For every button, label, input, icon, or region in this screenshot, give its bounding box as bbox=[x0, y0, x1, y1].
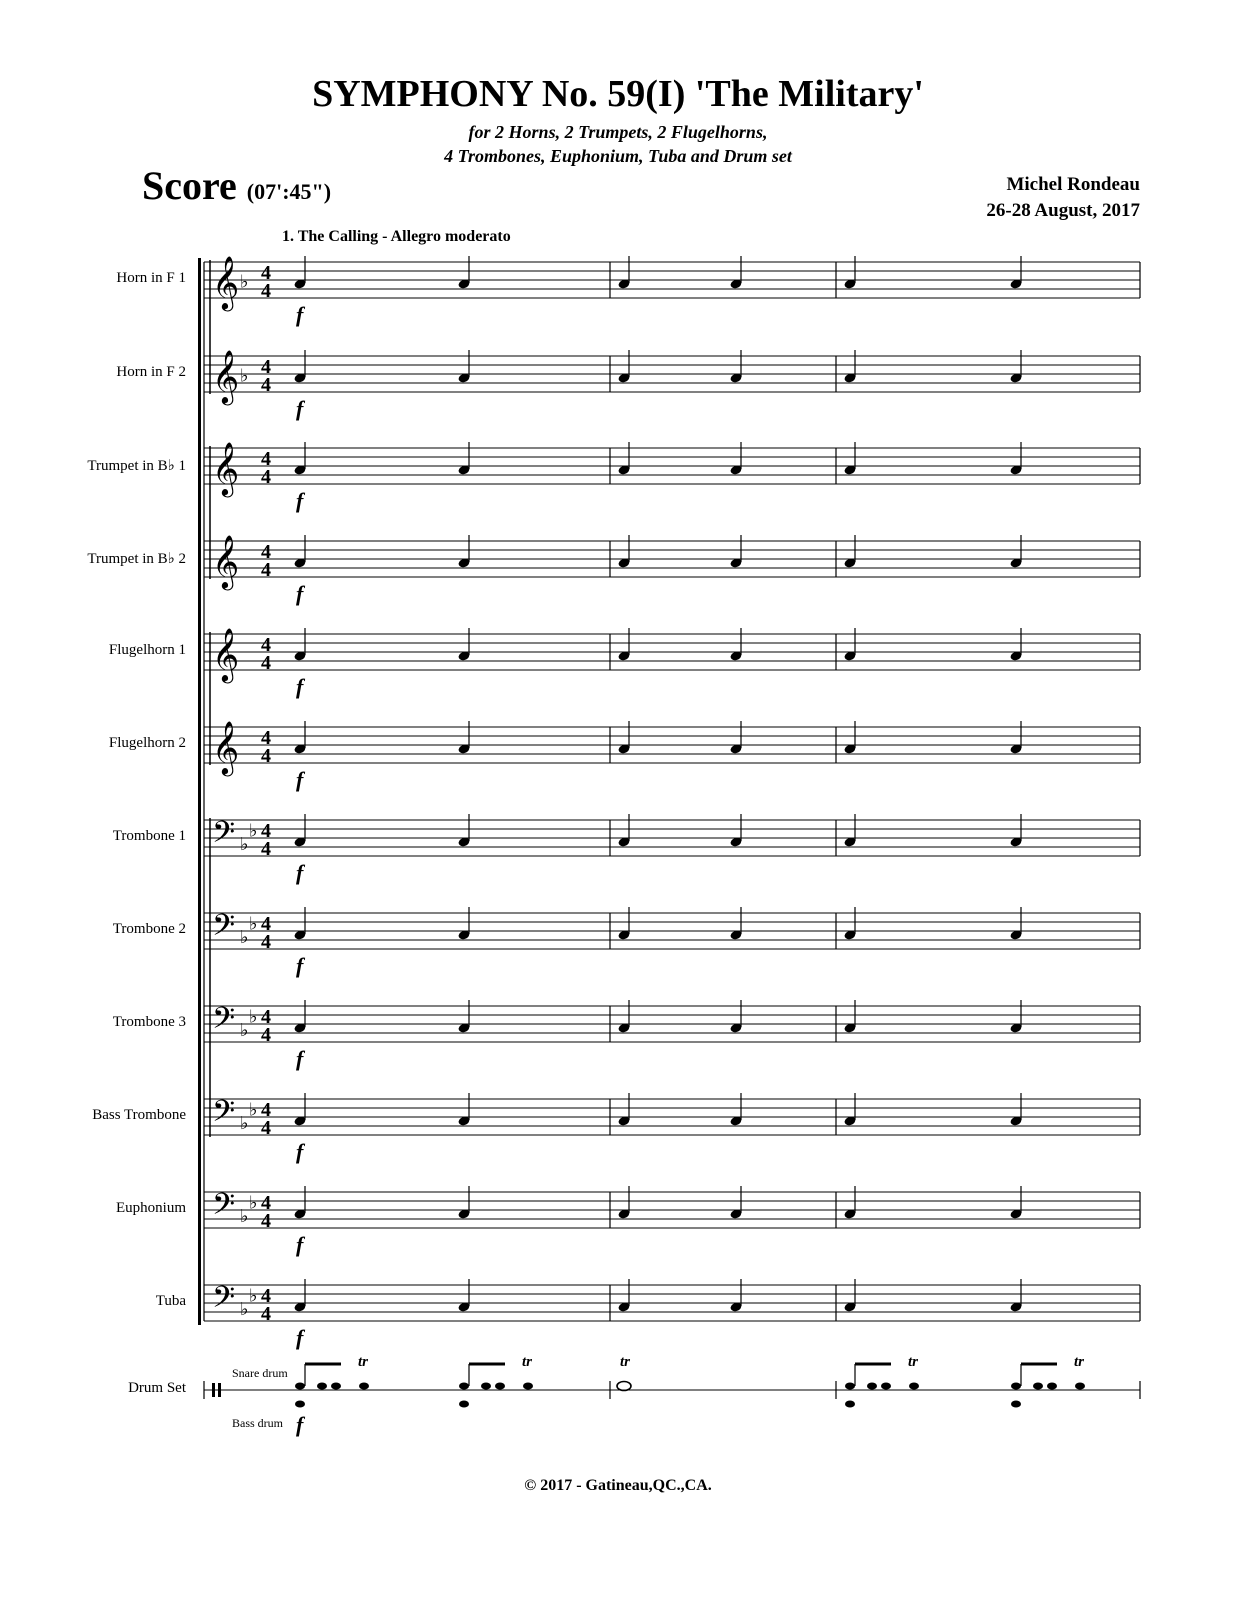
flat-sign: ♭ bbox=[240, 927, 249, 948]
flat-sign: ♭ bbox=[249, 1285, 258, 1307]
treble-clef: 𝄞 bbox=[212, 720, 240, 774]
bass-drum-notehead bbox=[845, 1401, 855, 1408]
treble-clef: 𝄞 bbox=[212, 627, 240, 681]
trill-mark: tr bbox=[358, 1354, 369, 1370]
time-signature-bottom: 4 bbox=[261, 1210, 271, 1232]
flat-sign: ♭ bbox=[240, 271, 249, 293]
instrument-label: Bass Trombone bbox=[92, 1107, 186, 1123]
snare-notehead bbox=[481, 1383, 491, 1390]
score-title: SYMPHONY No. 59(I) 'The Military' bbox=[312, 73, 924, 115]
dynamic-marking: f bbox=[296, 396, 304, 421]
drum-whole-note bbox=[617, 1382, 631, 1391]
dynamic-marking: f bbox=[296, 860, 304, 885]
flat-sign: ♭ bbox=[240, 365, 249, 387]
duration: (07':45") bbox=[246, 179, 332, 204]
dynamic-marking: f bbox=[296, 674, 304, 699]
flat-sign: ♭ bbox=[240, 1299, 249, 1320]
instrument-label: Flugelhorn 2 bbox=[108, 735, 186, 751]
dynamic-marking: f bbox=[296, 581, 304, 606]
flat-sign: ♭ bbox=[240, 1113, 249, 1134]
bass-clef: 𝄢 bbox=[212, 1002, 236, 1043]
instrument-label: Trumpet in B♭ 1 bbox=[87, 458, 186, 474]
instrument-label: Trumpet in B♭ 2 bbox=[87, 551, 186, 567]
time-signature-bottom: 4 bbox=[261, 1117, 271, 1139]
instrument-label: Horn in F 2 bbox=[116, 364, 186, 380]
dynamic-marking: f bbox=[296, 953, 304, 978]
subtitle-line-2: 4 Trombones, Euphonium, Tuba and Drum set bbox=[444, 146, 792, 166]
snare-notehead bbox=[1047, 1383, 1057, 1390]
trill-mark: tr bbox=[620, 1354, 631, 1370]
composer-name: Michel Rondeau bbox=[1006, 174, 1140, 195]
instrument-label: Flugelhorn 1 bbox=[108, 642, 186, 658]
dynamic-marking: f bbox=[296, 1412, 304, 1437]
flat-sign: ♭ bbox=[249, 1006, 258, 1028]
snare-notehead bbox=[881, 1383, 891, 1390]
instrument-label: Drum Set bbox=[128, 1380, 186, 1396]
dynamic-marking: f bbox=[296, 302, 304, 327]
snare-notehead bbox=[331, 1383, 341, 1390]
trill-mark: tr bbox=[908, 1354, 919, 1370]
instrument-label: Tuba bbox=[155, 1293, 186, 1309]
snare-notehead bbox=[495, 1383, 505, 1390]
snare-drum-label: Snare drum bbox=[232, 1366, 288, 1380]
bass-drum-notehead bbox=[459, 1401, 469, 1408]
subtitle-line-1: for 2 Horns, 2 Trumpets, 2 Flugelhorns, bbox=[468, 122, 768, 142]
time-signature-top: 4 bbox=[261, 262, 271, 284]
dynamic-marking: f bbox=[296, 1232, 304, 1257]
snare-notehead bbox=[909, 1383, 919, 1390]
percussion-clef bbox=[212, 1383, 215, 1397]
flat-sign: ♭ bbox=[249, 1099, 258, 1121]
flat-sign: ♭ bbox=[240, 834, 249, 855]
trill-mark: tr bbox=[522, 1354, 533, 1370]
system-bracket bbox=[198, 258, 201, 1325]
bass-clef: 𝄢 bbox=[212, 1188, 236, 1229]
bass-drum-notehead bbox=[1011, 1401, 1021, 1408]
time-signature-bottom: 4 bbox=[261, 745, 271, 767]
snare-notehead bbox=[845, 1383, 855, 1390]
bass-clef: 𝄢 bbox=[212, 909, 236, 950]
snare-notehead bbox=[317, 1383, 327, 1390]
percussion-clef bbox=[218, 1383, 221, 1397]
dynamic-marking: f bbox=[296, 1325, 304, 1350]
instrument-label: Trombone 2 bbox=[112, 921, 186, 937]
time-signature-bottom: 4 bbox=[261, 931, 271, 953]
time-signature-top: 4 bbox=[261, 820, 271, 842]
bass-drum-notehead bbox=[295, 1401, 305, 1408]
trill-mark: tr bbox=[1074, 1354, 1085, 1370]
snare-notehead bbox=[1033, 1383, 1043, 1390]
time-signature-bottom: 4 bbox=[261, 838, 271, 860]
dynamic-marking: f bbox=[296, 1139, 304, 1164]
flat-sign: ♭ bbox=[240, 1020, 249, 1041]
dynamic-marking: f bbox=[296, 767, 304, 792]
instrument-label: Euphonium bbox=[116, 1200, 186, 1216]
snare-notehead bbox=[359, 1383, 369, 1390]
time-signature-bottom: 4 bbox=[261, 1303, 271, 1325]
instrument-label: Trombone 1 bbox=[112, 828, 186, 844]
time-signature-bottom: 4 bbox=[261, 652, 271, 674]
time-signature-bottom: 4 bbox=[261, 466, 271, 488]
time-signature-top: 4 bbox=[261, 1099, 271, 1121]
flat-sign: ♭ bbox=[249, 913, 258, 935]
time-signature-top: 4 bbox=[261, 448, 271, 470]
flat-sign: ♭ bbox=[240, 1206, 249, 1227]
time-signature-top: 4 bbox=[261, 541, 271, 563]
treble-clef: 𝄞 bbox=[212, 349, 240, 403]
time-signature-bottom: 4 bbox=[261, 280, 271, 302]
flat-sign: ♭ bbox=[249, 1192, 258, 1214]
snare-notehead bbox=[1011, 1383, 1021, 1390]
score-word: Score bbox=[142, 163, 237, 208]
time-signature-top: 4 bbox=[261, 913, 271, 935]
tempo-marking: 1. The Calling - Allegro moderato bbox=[282, 228, 511, 245]
flat-sign: ♭ bbox=[249, 820, 258, 842]
time-signature-bottom: 4 bbox=[261, 1024, 271, 1046]
snare-notehead bbox=[459, 1383, 469, 1390]
time-signature-top: 4 bbox=[261, 1192, 271, 1214]
time-signature-top: 4 bbox=[261, 634, 271, 656]
treble-clef: 𝄞 bbox=[212, 255, 240, 309]
dynamic-marking: f bbox=[296, 488, 304, 513]
bass-clef: 𝄢 bbox=[212, 1281, 236, 1322]
time-signature-top: 4 bbox=[261, 727, 271, 749]
time-signature-bottom: 4 bbox=[261, 559, 271, 581]
snare-notehead bbox=[867, 1383, 877, 1390]
bass-clef: 𝄢 bbox=[212, 816, 236, 857]
snare-notehead bbox=[523, 1383, 533, 1390]
time-signature-bottom: 4 bbox=[261, 374, 271, 396]
time-signature-top: 4 bbox=[261, 1006, 271, 1028]
snare-notehead bbox=[295, 1383, 305, 1390]
snare-notehead bbox=[1075, 1383, 1085, 1390]
treble-clef: 𝄞 bbox=[212, 441, 240, 495]
dynamic-marking: f bbox=[296, 1046, 304, 1071]
treble-clef: 𝄞 bbox=[212, 534, 240, 588]
bass-clef: 𝄢 bbox=[212, 1095, 236, 1136]
time-signature-top: 4 bbox=[261, 1285, 271, 1307]
composition-date: 26-28 August, 2017 bbox=[986, 200, 1140, 221]
instrument-label: Trombone 3 bbox=[112, 1014, 186, 1030]
time-signature-top: 4 bbox=[261, 356, 271, 378]
bass-drum-label: Bass drum bbox=[232, 1416, 283, 1430]
copyright-footer: © 2017 - Gatineau,QC.,CA. bbox=[524, 1477, 712, 1494]
instrument-label: Horn in F 1 bbox=[116, 270, 186, 286]
